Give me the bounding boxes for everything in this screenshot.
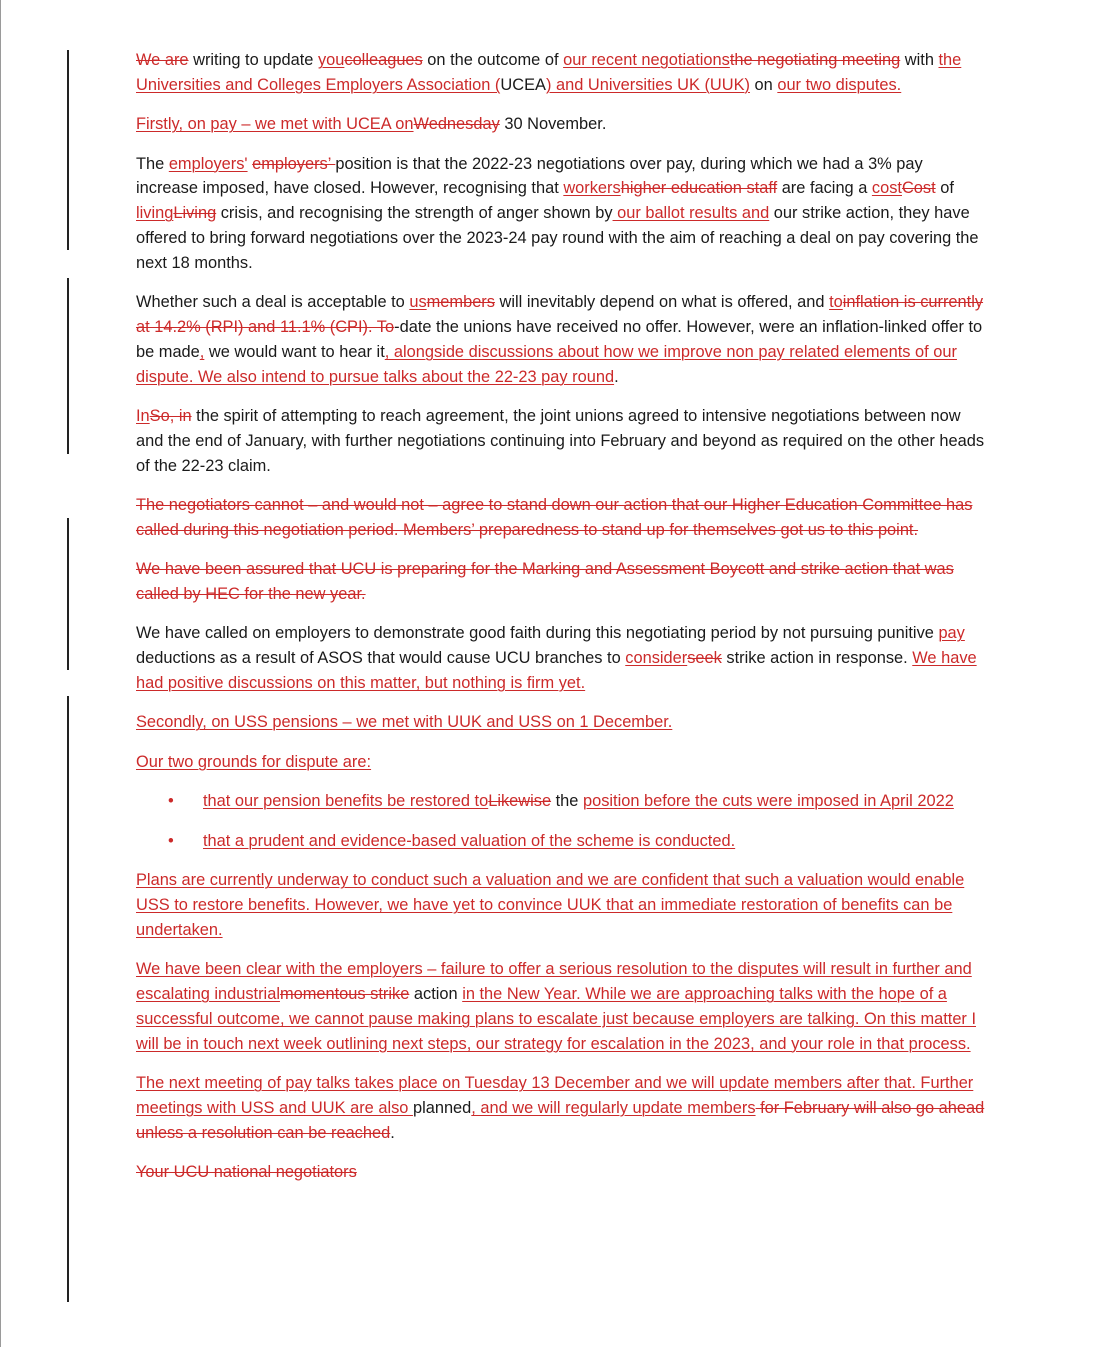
inserted-text: We have been clear with the employers – failure to offer a serious resolution to the disputes will result in further and escalating industrial [136,960,972,1004]
dispute-grounds-list [136,789,986,854]
deleted-text: Your UCU national negotiators [136,1163,357,1181]
inserted-text: Firstly, on pay – we met with UCEA on [136,115,414,134]
deleted-text: employers’ [252,154,336,173]
inserted-text: , [199,342,205,361]
body-text: deductions as a result of ASOS that would cause UCU branches to [136,649,626,668]
body-text: UCEA [500,75,546,94]
inserted-text: consider [625,649,688,668]
body-text: crisis, and recognising the strength of anger shown by [216,204,613,223]
paragraph [136,957,986,1056]
body-text: action [409,985,463,1004]
inserted-text: us [409,293,427,312]
inserted-text: that our pension benefits be restored to [203,792,489,811]
body-text: the [551,792,583,811]
paragraphs-after [136,868,986,1185]
body-text: position is that the 2022-23 negotiations over pay, during which we had a 3% pay increase imposed, have closed. However, recognising that [136,154,923,198]
inserted-text: Plans are currently underway to conduct such a valuation and we are confident that such a valuation would enable USS to restore benefits. However, we have yet to convince UUK that an immediate restoration of benefits can be undertaken. [136,871,965,939]
inserted-text: our two disputes. [777,75,902,94]
deleted-text: Living [173,204,217,223]
paragraph [136,152,986,276]
inserted-text: that a prudent and evidence-based valuation of the scheme is conducted. [203,831,736,850]
inserted-text: The next meeting of pay talks takes place on Tuesday 13 December and we will update members after that. Further meetings with USS and UUK are also [136,1074,974,1117]
deleted-text: We are [136,51,189,69]
paragraph [136,290,986,389]
body-text: The [136,154,169,173]
body-text: will inevitably depend on what is offered, and [494,293,830,312]
inserted-text: ) and Universities UK (UUK) [545,75,750,94]
paragraph [136,1071,986,1145]
body-text: on [749,75,778,94]
change-bar [67,50,69,250]
body-text: Whether such a deal is acceptable to [136,293,410,312]
inserted-text: to [829,293,843,312]
body-text: We have called on employers to demonstrate good faith during this negotiating period by not pursuing punitive [136,624,939,643]
inserted-text: pay [938,624,965,643]
deleted-text: inflation is currently at 14.2% (RPI) and 11.1% (CPI). To [136,293,984,336]
body-text: . [390,1123,395,1142]
change-bar [67,696,69,1302]
bullet-text [203,829,986,854]
bullet-marker: • [168,792,174,811]
deleted-text: We have been assured that UCU is preparing for the Marking and Assessment Boycott and strike action that was called by HEC for the new year. [136,560,954,603]
paragraph [136,750,986,775]
paragraph [136,404,986,478]
bullet-text [203,789,986,814]
deleted-text: seek [687,649,722,668]
inserted-text: our recent negotiations [563,51,730,69]
inserted-text: in the New Year. While we are approaching talks with the hope of a successful outcome, we cannot pause making plans to escalate just because employers are talking. On this matter I will be in touch next week outlining next steps, our strategy for escalation in the 2023, and your role in that process. [136,985,976,1053]
paragraph [136,1160,986,1185]
deleted-text: colleagues [344,51,423,69]
paragraphs-top [136,48,986,774]
deleted-text: The negotiators cannot – and would not – agree to stand down our action that our Higher Education Committee has called during this negotiation period. Members’ preparedness to stand up for themselves got us to this point. [136,495,973,539]
paragraph [136,710,986,735]
inserted-text: Our two grounds for dispute are: [136,752,372,771]
inserted-text: Secondly, on USS pensions – we met with UUK and USS on 1 December. [136,713,673,732]
body-text: are facing a [777,179,872,198]
paragraph [136,557,986,607]
inserted-text: living [136,204,174,223]
deleted-text: for February will also go ahead unless a resolution can be reached [136,1098,985,1142]
inserted-text: our ballot results and [612,204,770,223]
inserted-text: employers' [168,154,248,173]
inserted-text: position before the cuts were imposed in April 2022 [582,792,954,811]
body-text: we would want to hear it [204,342,385,361]
paragraph [136,493,986,543]
deleted-text: members [426,293,495,312]
body-text: with [900,51,939,69]
change-bar [67,278,69,454]
body-text: strike action in response. [721,649,913,668]
change-bar [67,518,69,670]
inserted-text: We have had positive discussions on this matter, but nothing is firm yet. [136,649,977,692]
deleted-text: Cost [901,179,936,198]
body-text: 30 November. [499,115,607,134]
inserted-text: workers [563,179,621,198]
document-body [136,48,986,1199]
deleted-text: So, in [149,406,192,425]
body-text: . [614,367,619,386]
deleted-text: the negotiating meeting [729,51,901,69]
paragraph [136,48,986,98]
deleted-text: momentous strike [279,985,410,1004]
body-text: on the outcome of [422,51,564,69]
body-text: of [935,179,954,198]
deleted-text: Likewise [488,792,552,811]
inserted-text: cost [871,179,902,198]
paragraph [136,621,986,695]
body-text: writing to update [188,51,318,69]
inserted-text: the Universities and Colleges Employers Association ( [136,51,962,94]
body-text: -date the unions have received no offer. However, were an inflation-linked offer to be made [136,317,983,361]
deleted-text: higher education staff [620,179,778,198]
body-text: the spirit of attempting to reach agreement, the joint unions agreed to intensive negotiations between now and the end of January, with further negotiations continuing into February and beyond as required on the other heads of the 22-23 claim. [136,406,985,475]
bullet-item [136,829,986,854]
inserted-text: you [317,51,345,69]
body-text: our strike action, they have offered to bring forward negotiations over the 2023-24 pay round with the aim of reaching a deal on pay covering the next 18 months. [136,204,979,272]
bullet-item [136,789,986,814]
page-left-edge [0,0,1,1347]
paragraph [136,112,986,137]
body-text: planned [412,1098,472,1117]
inserted-text: , and we will regularly update members [471,1098,756,1117]
inserted-text: , alongside discussions about how we improve non pay related elements of our dispute. We also intend to pursue talks about the 22-23 pay round [136,342,957,386]
bullet-marker: • [168,831,174,850]
paragraph [136,868,986,942]
deleted-text: Wednesday [413,115,500,134]
inserted-text: In [136,406,150,425]
